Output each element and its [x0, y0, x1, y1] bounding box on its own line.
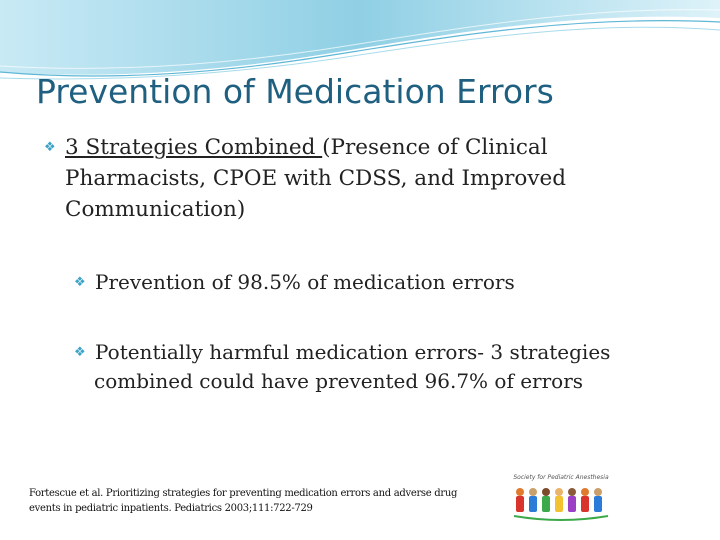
sub-bullet-2-text: Potentially harmful medication errors- 3 strategies combined could have prevented 96.7% of errors: [94, 340, 611, 393]
sub-bullet-1-text: Prevention of 98.5% of medication errors: [95, 270, 515, 294]
sub-bullet-1: [74, 268, 694, 297]
logo-text: Society for Pediatric Anesthesia: [513, 474, 609, 481]
bullet-icon: ❖: [74, 275, 86, 290]
slide-title: Prevention of Medication Errors: [36, 72, 554, 111]
main-bullet-text: (Presence of Clinical Pharmacists, CPOE with CDSS, and Improved Communication): [65, 135, 567, 222]
bullet-icon: ❖: [44, 140, 56, 155]
main-bullet-underlined: 3 Strategies Combined: [65, 135, 323, 160]
society-logo: [508, 470, 614, 528]
sub-bullet-2: [74, 338, 694, 396]
citation: Fortescue et al. Prioritizing strategies for preventing medication errors and adverse drug events in pediatric inpatients. Pediatrics 2003;111:722-729: [29, 488, 458, 514]
main-bullet: [44, 132, 684, 225]
bullet-icon: ❖: [74, 345, 86, 360]
